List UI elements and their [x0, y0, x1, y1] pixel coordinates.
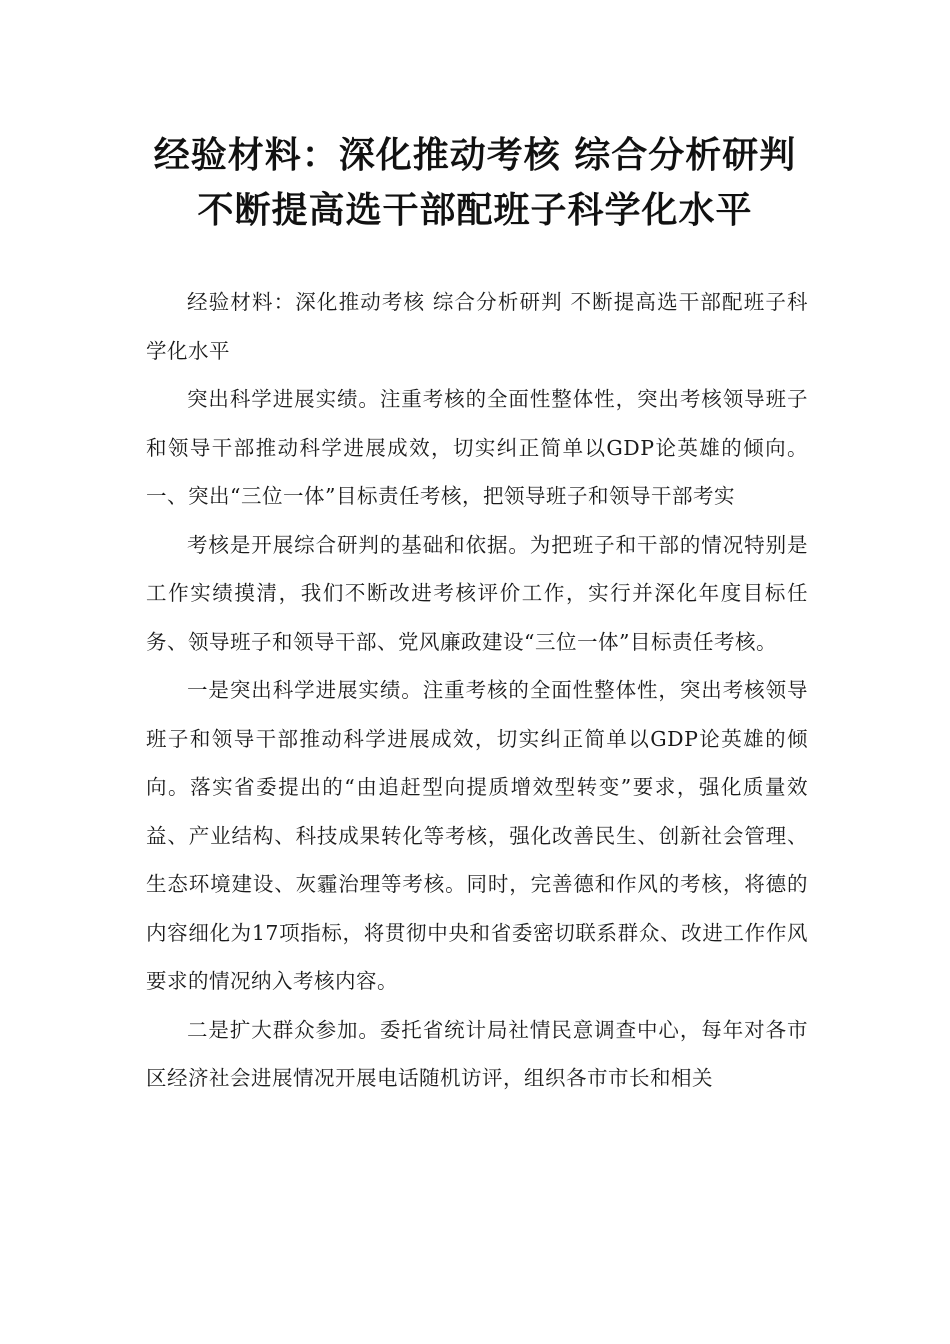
paragraph-1: 经验材料：深化推动考核 综合分析研判 不断提高选干部配班子科学化水平	[146, 290, 808, 363]
paragraph-5: 二是扩大群众参加。委托省统计局社情民意调查中心，每年对各市区经济社会进展情况开展电话随机访评，组织各市市长和相关	[146, 1017, 808, 1090]
paragraph-4: 一是突出科学进展实绩。注重考核的全面性整体性，突出考核领导班子和领导干部推动科学进展成效，切实纠正简单以GDP论英雄的倾向。落实省委提出的“由追赶型向提质增效型转变”要求，强化质量效益、产业结构、科技成果转化等考核，强化改善民生、创新社会管理、生态环境建设、灰霾治理等考核。同时，完善德和作风的考核，将德的内容细化为17项指标，将贯彻中央和省委密切联系群众、改进工作作风要求的情况纳入考核内容。	[146, 678, 808, 993]
paragraph-2: 突出科学进展实绩。注重考核的全面性整体性，突出考核领导班子和领导干部推动科学进展成效，切实纠正简单以GDP论英雄的倾向。一、突出“三位一体”目标责任考核，把领导班子和领导干部考实	[146, 387, 808, 508]
paragraph-3: 考核是开展综合研判的基础和依据。为把班子和干部的情况特别是工作实绩摸清，我们不断改进考核评价工作，实行并深化年度目标任务、领导班子和领导干部、党风廉政建设“三位一体”目标责任考核。	[146, 532, 808, 654]
document-body	[146, 278, 808, 1103]
document-title: 经验材料：深化推动考核 综合分析研判 不断提高选干部配班子科学化水平	[153, 135, 797, 231]
